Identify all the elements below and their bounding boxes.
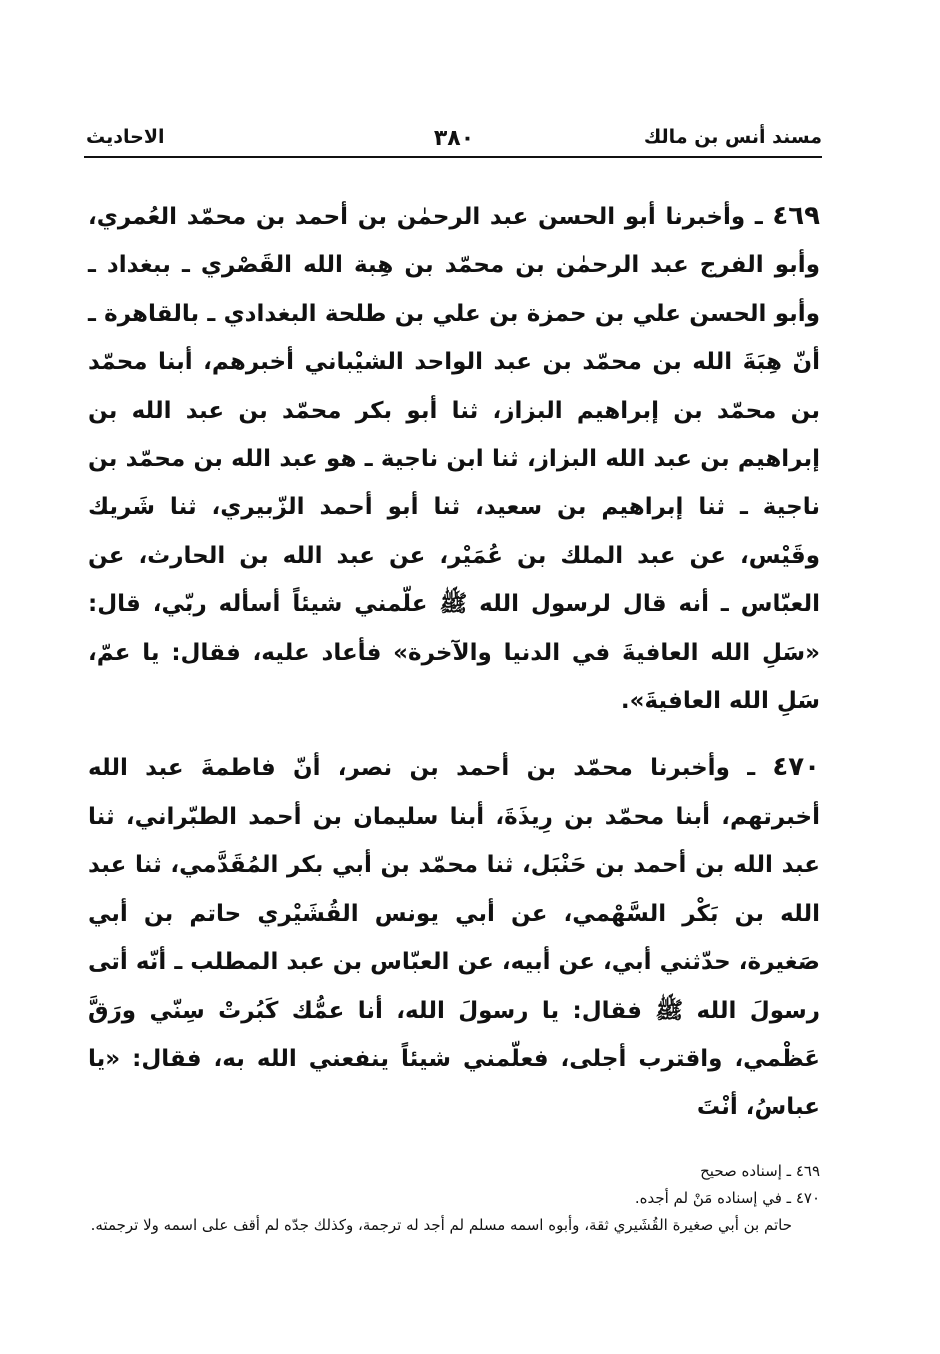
- footnote-470-detail: حاتم بن أبي صغيرة القُشَيري ثقة، وأبوه اسمه مسلم لم أجد له ترجمة، وكذلك جدّه لم أقف على اسمه ولا ترجمته.: [90, 1216, 792, 1234]
- hadith-number: ٤٦٩: [772, 201, 820, 231]
- hadith-470: [88, 743, 820, 1131]
- hadith-text: ـ وأخبرنا محمّد بن أحمد بن نصر، أنّ فاطمةَ عبد الله أخبرتهم، أبنا محمّد بن رِيذَةَ، أبنا سليمان بن أحمد الطبّراني، ثنا عبد الله بن أحمد بن حَنْبَل، ثنا محمّد بن أبي بكر المُقَدَّمي، ثنا عبد الله بن بَكْر السَّهْمي، عن أبي يونس القُشَيْري حاتم بن أبي صَغيرة، حدّثني أبي، عن أبيه، عن العبّاس بن عبد المطلب ـ أنّه أتى رسولَ الله ﷺ فقال: يا رسولَ الله، أنا عمُّك كَبُرتْ سِنّي ورَقَّ عَظْمي، واقترب أجلى، فعلّمني شيئاً ينفعني الله به، فقال: «يا عباسُ، أنْتَ: [88, 755, 820, 1121]
- page-number: ٣٨٠: [433, 126, 475, 151]
- footnotes: [88, 1158, 820, 1239]
- main-text: [88, 192, 820, 1132]
- hadith-text: ـ وأخبرنا أبو الحسن عبد الرحمٰن بن أحمد بن محمّد العُمري، وأبو الفرج عبد الرحمٰن بن محمّد بن هِبة الله القَصْري ـ ببغداد ـ وأبو الحسن علي بن حمزة بن علي بن طلحة البغدادي ـ بالقاهرة ـ أنّ هِبَةَ الله بن محمّد بن عبد الواحد الشيْباني أخبرهم، أبنا محمّد بن محمّد بن إبراهيم البزاز، ثنا أبو بكر محمّد بن عبد الله بن إبراهيم بن عبد الله البزاز، ثنا ابن ناجية ـ هو عبد الله بن محمّد بن ناجية ـ ثنا إبراهيم بن سعيد، ثنا أبو أحمد الزّبيري، ثنا شَريك وقَيْس، عن عبد الملك بن عُمَيْر، عن عبد الله بن الحارث، عن العبّاس ـ أنه قال لرسول الله ﷺ علّمني شيئاً أسأله ربّي، قال: «سَلِ الله العافيةَ في الدنيا والآخرة» فأعاد عليه، فقال: يا عمّ، سَلِ الله العافيةَ».: [88, 204, 820, 715]
- hadith-469: [88, 192, 820, 725]
- footnote-470: ٤٧٠ ـ في إسناده مَنْ لم أجده.: [634, 1189, 820, 1207]
- section-title: الاحاديث: [86, 126, 165, 148]
- running-header: [86, 118, 822, 158]
- hadith-number: ٤٧٠: [772, 752, 821, 783]
- header-rule: [84, 156, 822, 158]
- book-title: مسند أنس بن مالك: [643, 126, 822, 148]
- footnote-469: ٤٦٩ ـ إسناده صحيح: [700, 1162, 820, 1180]
